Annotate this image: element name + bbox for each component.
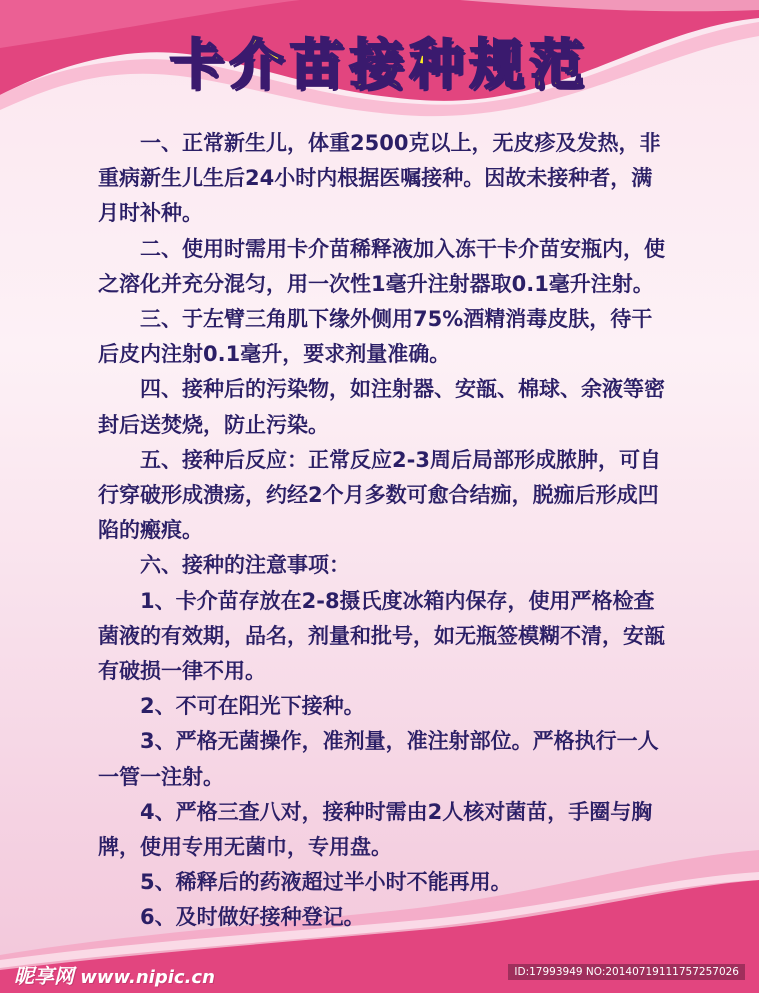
paragraph-3: 三、于左臂三角肌下缘外侧用75%酒精消毒皮肤，待干后皮内注射0.1毫升，要求剂量准确。 xyxy=(98,307,653,367)
image-id-label: ID:17993949 NO:20140719111757257026 xyxy=(508,964,745,980)
note-item-2: 2、不可在阳光下接种。 xyxy=(140,694,365,719)
note-item-4: 4、严格三查八对，接种时需由2人核对菌苗，手圈与胸牌，使用专用无菌巾，专用盘。 xyxy=(98,799,653,860)
paragraph-6: 六、接种的注意事项： xyxy=(140,553,350,578)
body-text xyxy=(98,126,670,936)
note-item-6: 6、及时做好接种登记。 xyxy=(140,905,365,930)
paragraph-4: 四、接种后的污染物，如注射器、安瓿、棉球、余液等密封后送焚烧，防止污染。 xyxy=(98,377,665,437)
watermark-logo xyxy=(14,960,215,989)
watermark-url: www.nipic.cn xyxy=(80,967,215,988)
watermark-logo-text: 昵享网 xyxy=(14,964,74,988)
paragraph-2: 二、使用时需用卡介苗稀释液加入冻干卡介苗安瓶内，使之溶化并充分混匀，用一次性1毫升注射器取0.1毫升注射。 xyxy=(98,236,665,296)
paragraph-5: 五、接种后反应：正常反应2-3周后局部形成脓肿，可自行穿破形成溃疡，约经2个月多数可愈合结痂，脱痂后形成凹陷的瘢痕。 xyxy=(98,447,661,543)
note-item-5: 5、稀释后的药液超过半小时不能再用。 xyxy=(140,870,512,895)
note-item-3: 3、严格无菌操作，准剂量，准注射部位。严格执行一人一管一注射。 xyxy=(98,729,659,789)
paragraph-1: 一、正常新生儿，体重2500克以上，无皮疹及发热，非重病新生儿生后24小时内根据医嘱接种。因故未接种者，满月时补种。 xyxy=(98,131,661,226)
note-item-1: 1、卡介苗存放在2-8摄氏度冰箱内保存，使用严格检查菌液的有效期，品名，剂量和批号，如无瓶签模糊不清，安瓿有破损一律不用。 xyxy=(98,588,665,684)
poster-title: 卡介苗接种规范 xyxy=(169,33,590,96)
